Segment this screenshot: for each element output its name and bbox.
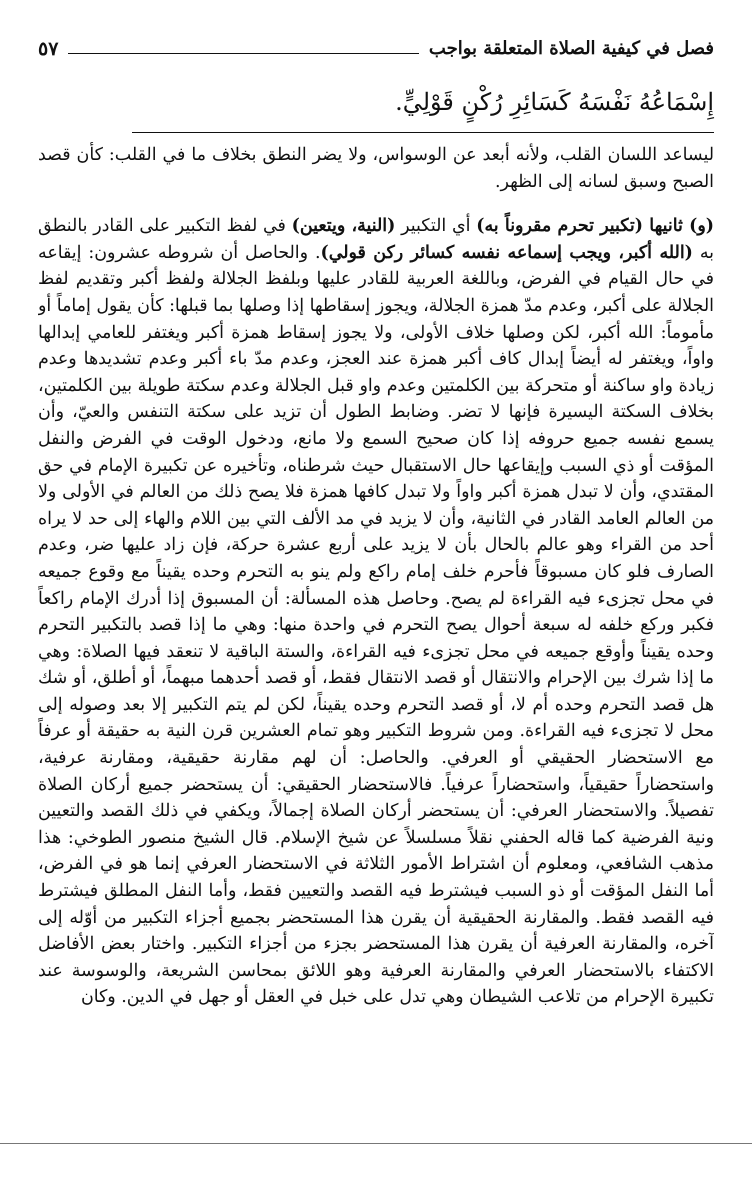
matn-text: إِسْمَاعُهُ نَفْسَهُ كَسَائِرِ رُكْنٍ قَوْلِيٍّ.: [395, 88, 714, 116]
commentary-text: في لفظ التكبير على القادر بالنطق به: [38, 216, 714, 263]
commentary-text: . والحاصل أن شروطه عشرون: إيقاعه في حال القيام في الفرض، وباللغة العربية للقادر عليها وبلفظ الجلالة ولفظ أكبر وتقديم لفظ الجلالة على أكبر، وعدم مدّ همزة الجلالة، ويجوز إسقاطها إذا وصلها بما قبلها: كأن يقول إماماً أو مأموماً: الله أكبر، لكن وصلها خلاف الأولى، ولا يجوز إسقاط همزة أكبر ويغتفر للعامي إبدالها واواً، ويغتفر له أيضاً إبدال كاف أكبر همزة عند العجز، وعدم مدّ باء أكبر وعدم تشديدها وعدم زيادة واو ساكنة أو متحركة بين الكلمتين وعدم واو قبل الجلالة وعدم سكتة طويلة بين الكلمتين، بخلاف السكتة اليسيرة فإنها لا تضر. وضابط الطول أن تزيد على سكتة التنفس والعيّ، وأن يسمع نفسه جميع حروفه إذا كان صحيح السمع ولا مانع، ودخول الوقت في الفرض والنفل المؤقت أو ذي السبب وإيقاعها حال الاستقبال حيث شرطناه، وتأخيره عن تكبيرة الإمام في حق المقتدي، وأن لا تبدل همزة أكبر واواً ولا تبدل كافها همزة فلا يصح ذلك من العالم في الأولى ولا من العالم العامد القادر في الثانية، وأن لا يزيد في مد الألف التي بين اللام والهاء إلى حد لا يراه أحد من القراء وهو عالم بالحال بأن لا يزيد على أربع عشرة حركة، فإن زاد عليها ضر، وعدم الصارف فلو كان مسبوقاً فأحرم خلف إمام راكع ولم ينو به التحرم وحده يقيناً مع وقوع جميعه في محل تجزىء فيه القراءة لم يصح. وحاصل هذه المسألة: أن المسبوق إذا أدرك الإمام راكعاً فكبر وركع خلفه له سبعة أحوال يصح التحرم في واحدة منها: وهي ما إذا قصد بالتكبير التحرم وحده يقيناً وأوقع جميعه في محل تجزىء فيه القراءة، والستة الباقية لا تنعقد فيها الصلاة: وهي ما إذا شرك بين الإحرام والانتقال أو قصد الانتقال فقط، أو قصد أحدهما مبهماً، أو أطلق، أو شك هل قصد التحرم وحده أم لا، أو قصد التحرم وحده يقيناً، لكن لم يتم التكبير إلا بعد وصوله إلى محل لا تجزىء فيه القراءة. ومن شروط التكبير وهو تمام العشرين قرن النية به حقيقة أو عرفاً مع الاستحضار الحقيقي أو العرفي. والحاصل: أن لهم مقارنة حقيقية، ومقارنة عرفية، واستحضاراً حقيقياً، واستحضاراً عرفياً. فالاستحضار الحقيقي: أن يستحضر جميع أركان الصلاة تفصيلاً. والاستحضار العرفي: أن يستحضر أركان الصلاة إجمالاً، ويكفي في ذلك القصد والتعيين ونية الفرضية كما قاله الحفني نقلاً مسلسلاً عن شيخ الإسلام. قال الشيخ منصور الطوخي: هذا مذهب الشافعي، ومعلوم أن اشتراط الأمور الثلاثة في الاستحضار العرفي إنما هو في الفرض، أما النفل المؤقت أو ذو السبب فيشترط فيه القصد والتعيين فقط، وأما النفل المطلق فيشترط فيه القصد فقط. والمقارنة الحقيقية أن يقرن هذا المستحضر بجميع أجزاء التكبير من أوّله إلى آخره، والمقارنة العرفية أن يقرن هذا المستحضر بجزء من أجزاء التكبير. واختار بعض الأفاضل الاكتفاء بالاستحضار العرفي والمقارنة العرفية وهو اللائق بمحاسن الشريعة، والوسوسة عند تكبيرة الإحرام من تلاعب الشيطان وهي تدل على خبل في العقل أو جهل في الدين. وكان: [38, 242, 714, 1008]
main-paragraph: [38, 213, 714, 1011]
commentary-body: [38, 142, 714, 1094]
separator-rule: [132, 132, 714, 133]
matn-quote: (تكبير تحرم مقروناً به): [476, 216, 643, 237]
matn-quote: (النية، ويتعين): [291, 216, 396, 237]
commentary-text: أي التكبير: [395, 216, 477, 237]
running-title: فصل في كيفية الصلاة المتعلقة بواجب: [428, 38, 714, 59]
page-number: ٥٧: [38, 38, 59, 60]
matn-quote: (الله أكبر، ويجب إسماعه نفسه كسائر ركن قولي): [320, 242, 693, 263]
intro-paragraph: ليساعد اللسان القلب، ولأنه أبعد عن الوسواس، ولا يضر النطق بخلاف ما في القلب: كأن قصد الصبح وسبق لسانه إلى الظهر.: [38, 145, 714, 192]
matn-quote: (و) ثانيها: [642, 216, 714, 237]
page-header: [38, 30, 714, 60]
page-bottom-edge: [0, 1143, 752, 1144]
header-rule: [68, 53, 419, 54]
